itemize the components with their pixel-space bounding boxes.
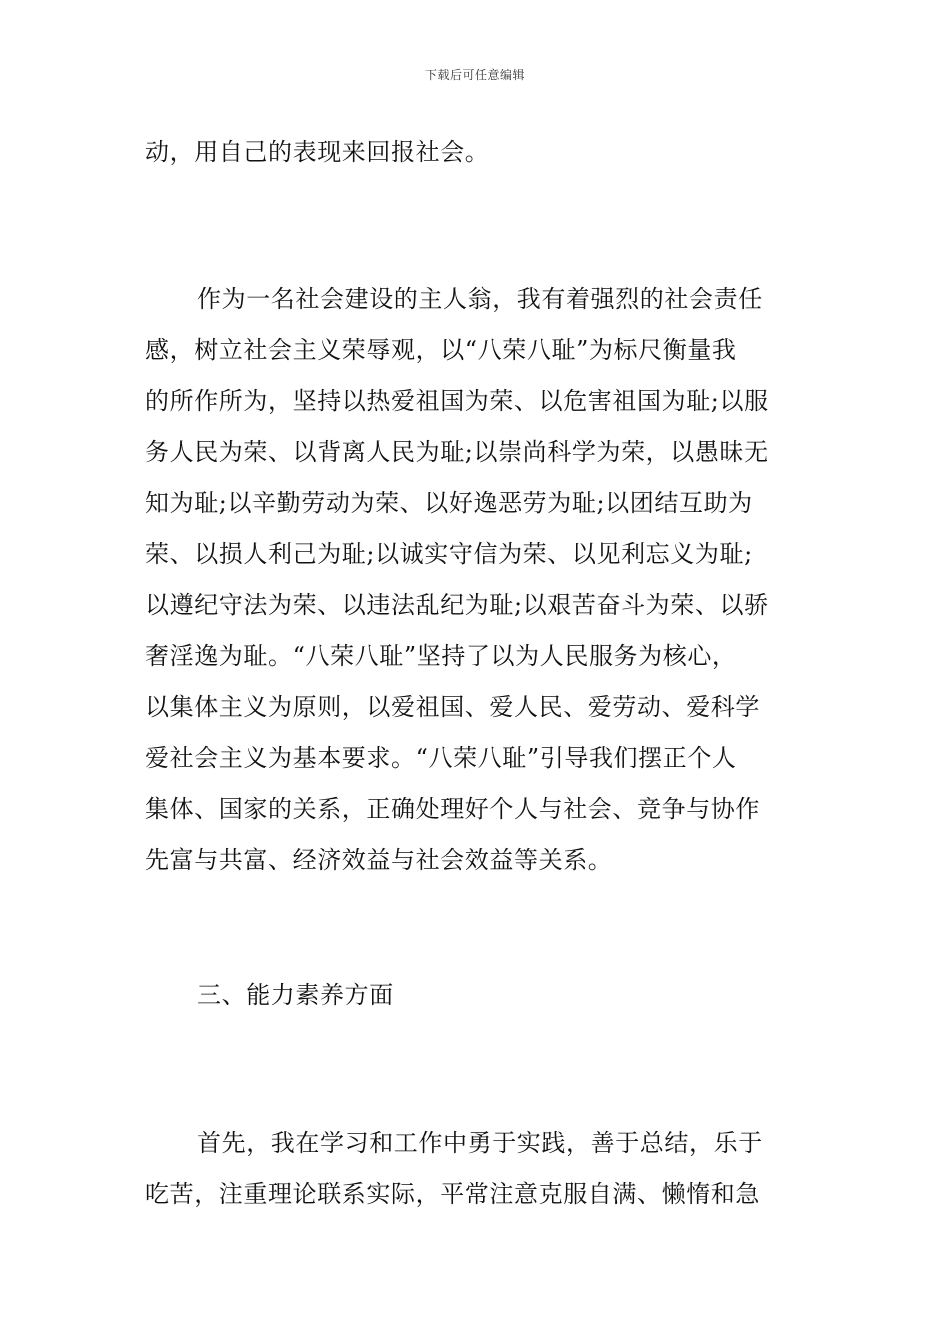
paragraph-line: 以遵纪守法为荣、以违法乱纪为耻;以艰苦奋斗为荣、以骄 xyxy=(145,591,769,619)
paragraph-line: 荣、以损人利己为耻;以诚实守信为荣、以见利忘义为耻; xyxy=(145,540,753,568)
section-heading: 三、能力素养方面 xyxy=(197,981,394,1009)
paragraph-line: 集体、国家的关系，正确处理好个人与社会、竞争与协作 xyxy=(145,795,760,823)
paragraph-line: 动，用自己的表现来回报社会。 xyxy=(145,138,490,166)
header-note: 下载后可任意编辑 xyxy=(424,68,525,82)
paragraph-ability xyxy=(145,1118,810,1220)
paragraph-line: 奢淫逸为耻。“八荣八耻”坚持了以为人民服务为核心， xyxy=(145,642,737,670)
paragraph-line: 爱社会主义为基本要求。“八荣八耻”引导我们摆正个人 xyxy=(145,744,737,772)
paragraph-line: 以集体主义为原则，以爱祖国、爱人民、爱劳动、爱科学 xyxy=(145,693,760,721)
paragraph-honor-disgrace xyxy=(145,274,810,886)
paragraph-line: 先富与共富、经济效益与社会效益等关系。 xyxy=(145,846,613,874)
paragraph-line: 作为一名社会建设的主人翁，我有着强烈的社会责任 xyxy=(197,285,763,313)
section-heading-block xyxy=(145,970,810,1021)
paragraph-line: 的所作所为，坚持以热爱祖国为荣、以危害祖国为耻;以服 xyxy=(145,387,769,415)
paragraph-line: 首先，我在学习和工作中勇于实践，善于总结，乐于 xyxy=(197,1129,763,1157)
paragraph-continuation xyxy=(145,127,810,178)
paragraph-line: 务人民为荣、以背离人民为耻;以崇尚科学为荣，以愚昧无 xyxy=(145,438,769,466)
paragraph-line: 吃苦，注重理论联系实际，平常注意克服自满、懒惰和急 xyxy=(145,1180,760,1208)
paragraph-line: 知为耻;以辛勤劳动为荣、以好逸恶劳为耻;以团结互助为 xyxy=(145,489,753,517)
paragraph-line: 感，树立社会主义荣辱观，以“八荣八耻”为标尺衡量我 xyxy=(145,336,737,364)
